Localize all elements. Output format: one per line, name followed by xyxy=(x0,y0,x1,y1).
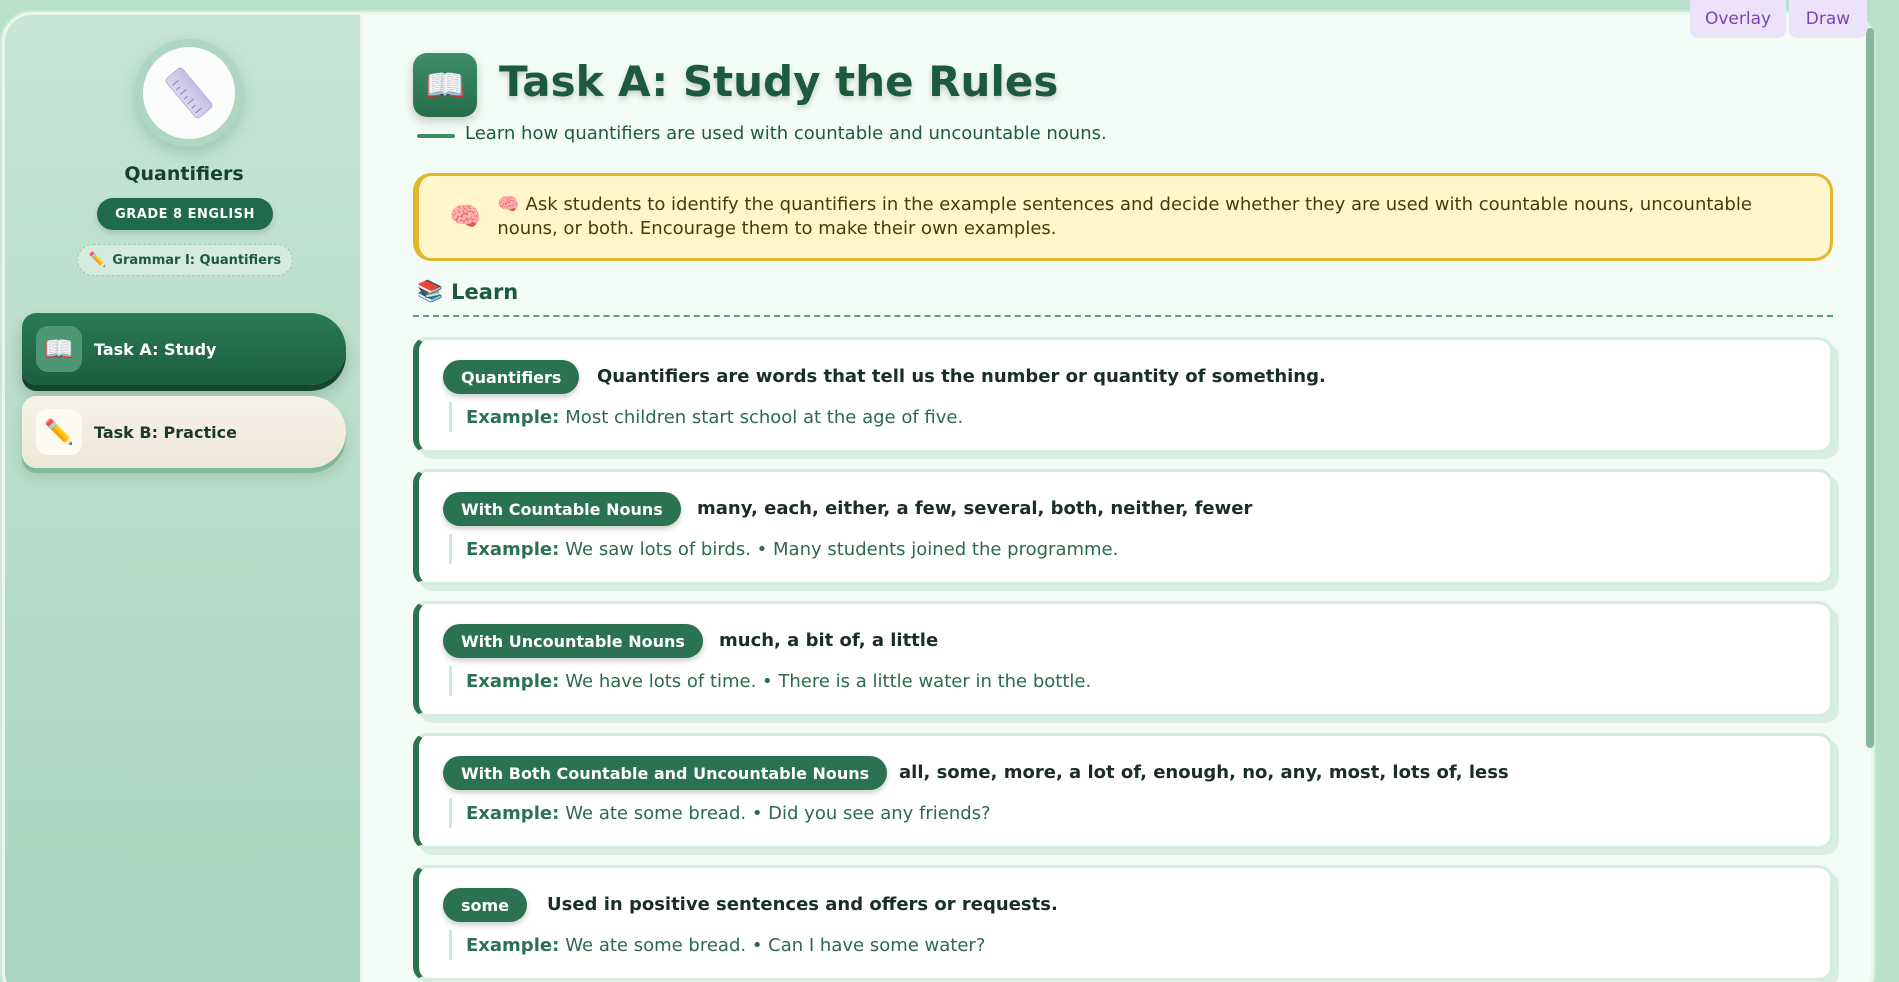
example-text: Most children start school at the age of five. xyxy=(565,406,964,428)
rule-example xyxy=(449,930,985,960)
book-icon: 📖 xyxy=(36,326,82,372)
rule-text: all, some, more, a lot of, enough, no, any, most, lots of, less xyxy=(899,762,1509,783)
page-title: Task A: Study the Rules xyxy=(499,57,1059,106)
grade-badge: GRADE 8 ENGLISH xyxy=(97,198,273,230)
rule-pill: With Countable Nouns xyxy=(443,492,681,526)
rule-card xyxy=(413,601,1833,717)
pencil-icon: ✏️ xyxy=(88,252,107,268)
rule-example xyxy=(449,798,991,828)
rule-pill: With Uncountable Nouns xyxy=(443,624,703,658)
app-frame xyxy=(2,12,1874,982)
example-text: We ate some bread. • Did you see any friends? xyxy=(565,802,991,824)
teacher-note xyxy=(413,173,1833,261)
rule-card xyxy=(413,865,1833,981)
rule-text: much, a bit of, a little xyxy=(719,630,939,651)
brain-icon: 🧠 xyxy=(449,202,482,232)
rule-text: many, each, either, a few, several, both, neither, fewer xyxy=(697,498,1253,519)
rule-card xyxy=(413,733,1833,849)
rule-card xyxy=(413,337,1833,453)
ruler-icon xyxy=(164,66,214,120)
section-heading xyxy=(417,279,518,304)
subtitle-divider xyxy=(417,134,455,138)
rule-pill: some xyxy=(443,888,527,922)
rule-pill: With Both Countable and Uncountable Nouns xyxy=(443,756,887,790)
rule-text: Used in positive sentences and offers or requests. xyxy=(547,894,1058,915)
rule-example xyxy=(449,666,1091,696)
rule-card xyxy=(413,469,1833,585)
draw-button[interactable]: Draw xyxy=(1789,0,1867,38)
example-label: Example: xyxy=(466,802,560,824)
example-text: We have lots of time. • There is a little water in the bottle. xyxy=(565,670,1092,692)
example-text: We saw lots of birds. • Many students joined the programme. xyxy=(565,538,1119,560)
unit-chip-label: Grammar I: Quantifiers xyxy=(112,252,282,268)
nav-item-label: Task B: Practice xyxy=(94,422,237,442)
rule-example xyxy=(449,534,1118,564)
example-label: Example: xyxy=(466,934,560,956)
main-content xyxy=(413,15,1835,982)
rule-text: Quantifiers are words that tell us the number or quantity of something. xyxy=(597,366,1326,387)
section-divider xyxy=(413,315,1833,317)
nav-item-task-b[interactable] xyxy=(22,396,346,468)
rule-example xyxy=(449,402,963,432)
rule-pill: Quantifiers xyxy=(443,360,579,394)
nav-item-task-a[interactable] xyxy=(22,313,346,385)
unit-chip xyxy=(77,244,293,276)
nav-item-label: Task A: Study xyxy=(94,339,217,359)
example-label: Example: xyxy=(466,406,560,428)
course-title: Quantifiers xyxy=(124,163,244,185)
page-subtitle: Learn how quantifiers are used with countable and uncountable nouns. xyxy=(465,123,1107,144)
example-label: Example: xyxy=(466,670,560,692)
example-text: We ate some bread. • Can I have some water? xyxy=(565,934,986,956)
teacher-note-text: 🧠 Ask students to identify the quantifiers in the example sentences and decide whether they are used with countable nouns, uncountable nouns, or both. Encourage them to make their own examples. xyxy=(497,194,1752,239)
sidebar xyxy=(5,15,363,982)
course-avatar xyxy=(135,39,243,147)
pencil-icon: ✏️ xyxy=(36,409,82,455)
book-icon: 📖 xyxy=(413,53,477,117)
section-heading-label: Learn xyxy=(451,279,519,304)
scrollbar[interactable] xyxy=(1866,28,1874,748)
overlay-button[interactable]: Overlay xyxy=(1690,0,1786,38)
books-icon: 📚 xyxy=(417,279,444,303)
example-label: Example: xyxy=(466,538,560,560)
